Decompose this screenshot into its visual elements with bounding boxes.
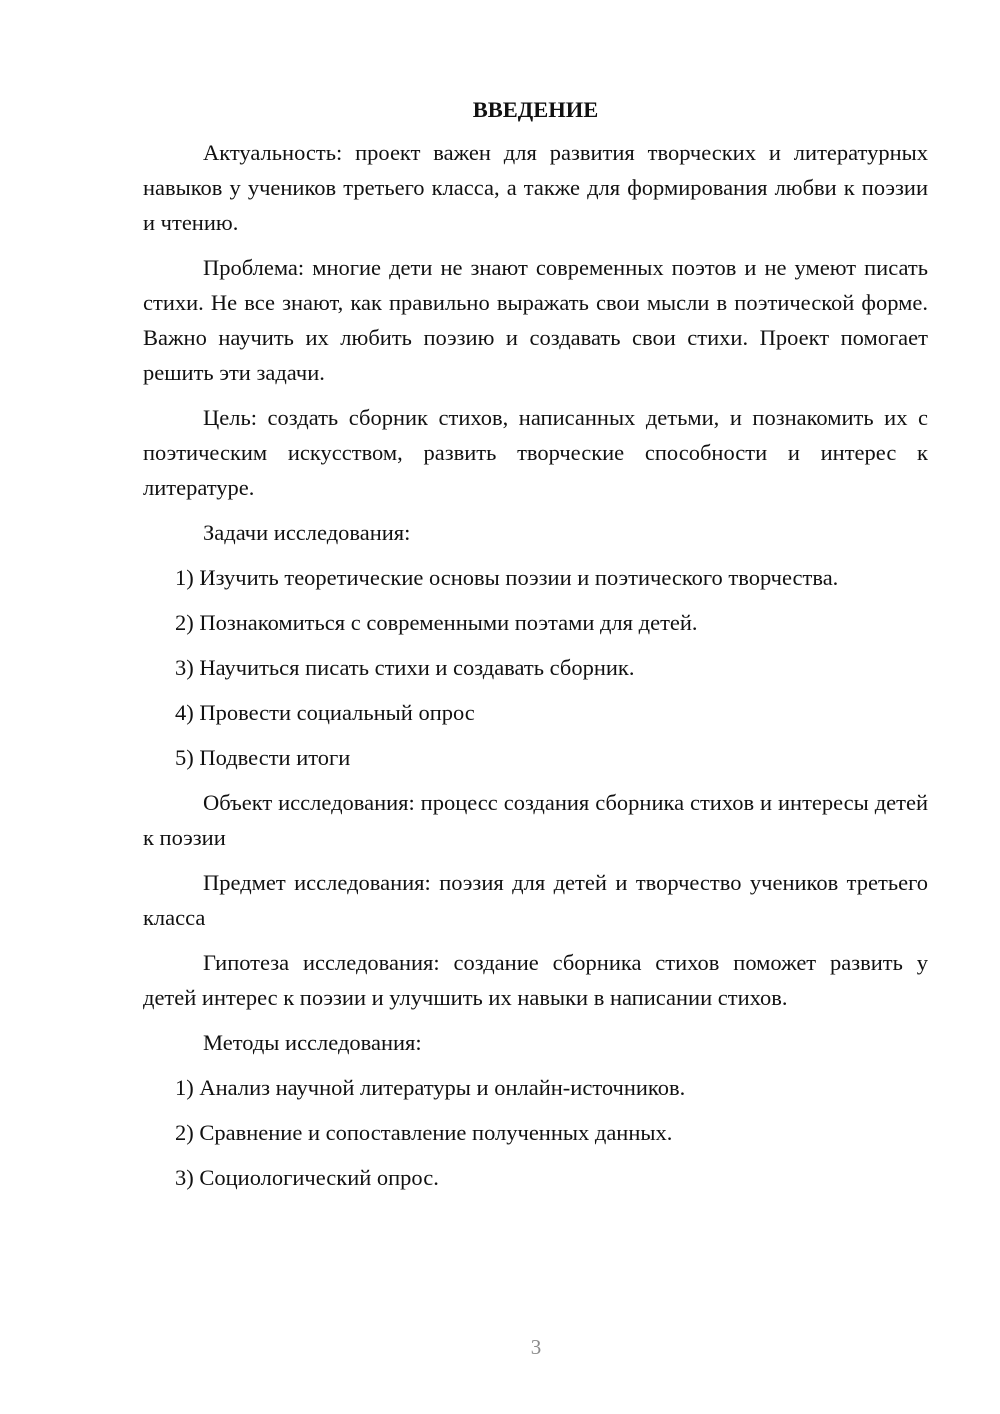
hypothesis-paragraph: Гипотеза исследования: создание сборника стихов поможет развить у детей интерес к поэзии и улучшить их навыки в написании стихов. [143, 950, 928, 1010]
task-item: 1) Изучить теоретические основы поэзии и поэтического творчества. [175, 565, 839, 590]
method-item: 1) Анализ научной литературы и онлайн-источников. [175, 1075, 686, 1100]
method-item: 2) Сравнение и сопоставление полученных данных. [175, 1120, 673, 1145]
relevance-paragraph: Актуальность: проект важен для развития творческих и литературных навыков у учеников третьего класса, а также для формирования любви к поэзии и чтению. [143, 140, 928, 235]
task-item: 3) Научиться писать стихи и создавать сборник. [175, 655, 635, 680]
tasks-heading: Задачи исследования: [203, 520, 411, 545]
subject-paragraph: Предмет исследования: поэзия для детей и творчество учеников третьего класса [143, 870, 928, 930]
page-content [143, 95, 928, 1205]
object-paragraph: Объект исследования: процесс создания сборника стихов и интересы детей к поэзии [143, 790, 928, 850]
task-item: 2) Познакомиться с современными поэтами для детей. [175, 610, 698, 635]
goal-paragraph: Цель: создать сборник стихов, написанных детьми, и познакомить их с поэтическим искусством, развить творческие способности и интерес к литературе. [143, 405, 928, 500]
method-item: 3) Социологический опрос. [175, 1165, 439, 1190]
problem-paragraph: Проблема: многие дети не знают современных поэтов и не умеют писать стихи. Не все знают, как правильно выражать свои мысли в поэтической форме. Важно научить их любить поэзию и создавать свои стихи. Проект помогает решить эти задачи. [143, 255, 928, 385]
page-number: 3 [530, 1335, 542, 1359]
task-item: 5) Подвести итоги [175, 745, 351, 770]
methods-heading: Методы исследования: [203, 1030, 422, 1055]
task-item: 4) Провести социальный опрос [175, 700, 475, 725]
page-title: ВВЕДЕНИЕ [472, 97, 599, 122]
